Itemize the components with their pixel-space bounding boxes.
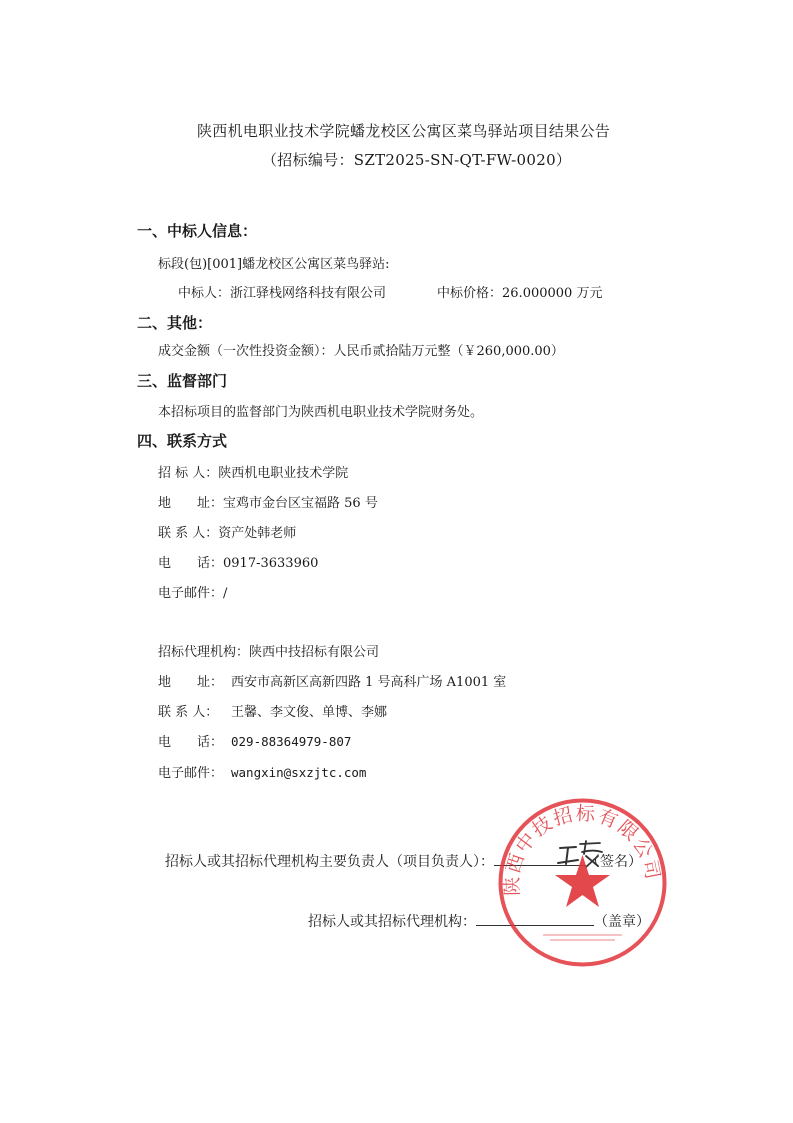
document-title: 陕西机电职业技术学院蟠龙校区公寓区菜鸟驿站项目结果公告 <box>197 122 611 140</box>
supervision-text: 本招标项目的监督部门为陕西机电职业技术学院财务处。 <box>158 405 484 420</box>
field-label: 招标代理机构： <box>158 645 250 660</box>
agency-email-row <box>158 762 366 781</box>
agency-address-row <box>158 671 506 690</box>
price-label: 中标价格： <box>437 286 503 301</box>
agency-contact-row <box>158 701 387 720</box>
tenderer-address-row <box>158 492 378 511</box>
seal-suffix: （盖章） <box>594 914 650 930</box>
tenderer-name-row <box>158 462 348 481</box>
field-value: wangxin@sxzjtc.com <box>231 765 367 780</box>
section-4-heading: 四、联系方式 <box>137 432 228 450</box>
field-label: 地 址： <box>158 675 224 690</box>
field-label: 电 话： <box>158 556 224 571</box>
field-value: 资产处韩老师 <box>218 526 297 541</box>
winner-row <box>178 282 386 301</box>
field-label: 地 址： <box>158 496 224 511</box>
field-label: 电 话： <box>158 735 224 750</box>
field-label: 电子邮件： <box>158 586 224 601</box>
agency-phone-row <box>158 731 351 750</box>
field-value: 陕西机电职业技术学院 <box>218 466 349 481</box>
field-value: / <box>223 586 228 601</box>
lot-info: 标段(包)[001]蟠龙校区公寓区菜鸟驿站: <box>158 257 390 272</box>
transaction-amount: 成交金额（一次性投资金额）：人民币贰拾陆万元整（￥260,000.00） <box>158 344 564 359</box>
signature-suffix: （签名） <box>586 854 642 870</box>
price-row <box>437 282 602 301</box>
field-value: 029-88364979-807 <box>231 734 352 749</box>
signature-label: 招标人或其招标代理机构主要负责人（项目负责人）： <box>165 854 494 870</box>
section-3-heading: 三、监督部门 <box>137 372 228 390</box>
company-seal-stamp <box>495 795 670 970</box>
field-value: 西安市高新区高新四路 1 号高科广场 A1001 室 <box>231 675 507 690</box>
seal-label: 招标人或其招标代理机构： <box>308 914 476 930</box>
seal-text: 陕西中技招标有限公司 <box>501 802 665 897</box>
field-label: 联 系 人： <box>158 526 219 541</box>
field-value: 0917-3633960 <box>223 556 319 571</box>
section-1-heading: 一、中标人信息： <box>137 222 258 240</box>
winner-value: 浙江驿栈网络科技有限公司 <box>230 286 387 301</box>
field-value: 陕西中技招标有限公司 <box>249 645 380 660</box>
agency-name-row <box>158 641 379 660</box>
price-value: 26.000000 万元 <box>502 286 603 301</box>
winner-label: 中标人： <box>178 286 231 301</box>
tenderer-contact-row <box>158 522 296 541</box>
tender-number: （招标编号：SZT2025-SN-QT-FW-0020） <box>262 151 572 169</box>
field-label: 电子邮件： <box>158 766 224 781</box>
field-label: 招 标 人： <box>158 466 219 481</box>
field-value: 宝鸡市金台区宝福路 56 号 <box>223 496 378 511</box>
field-value: 王馨、李文俊、单博、李娜 <box>231 705 388 720</box>
tenderer-email-row <box>158 582 227 601</box>
field-label: 联 系 人： <box>158 705 219 720</box>
section-2-heading: 二、其他： <box>137 314 213 332</box>
tenderer-phone-row <box>158 552 318 571</box>
